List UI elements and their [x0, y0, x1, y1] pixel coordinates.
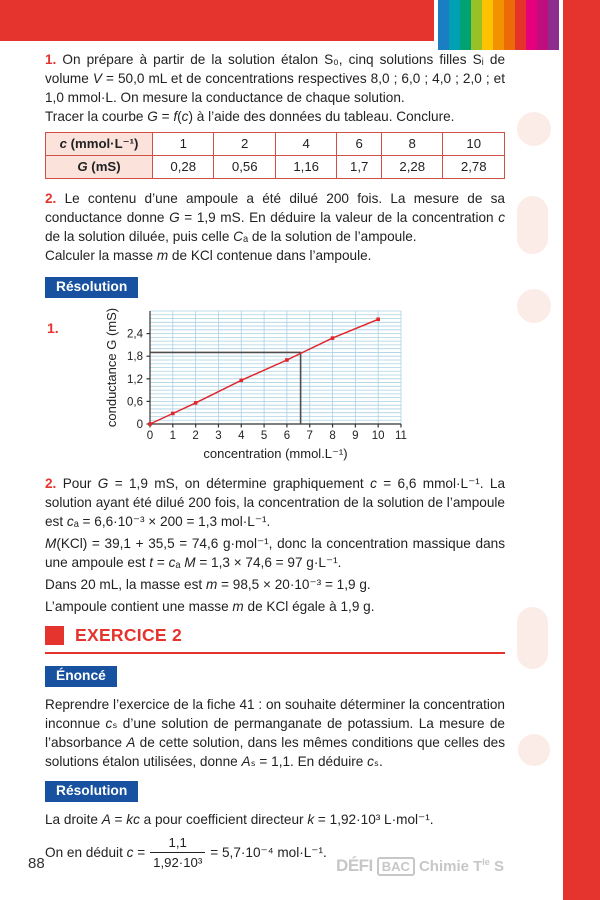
data-point [285, 358, 289, 362]
brand-logo [336, 856, 504, 876]
data-point [331, 336, 335, 340]
brand-subject: Chimie $T^{le}$ S [418, 857, 504, 875]
table-cell: 8 [381, 133, 442, 156]
svg-text:6: 6 [283, 430, 291, 442]
red-square-icon [45, 626, 64, 645]
enonce-row [45, 666, 505, 687]
svg-text:10: 10 [371, 430, 385, 442]
svg-text:7: 7 [306, 430, 313, 442]
svg-text:2: 2 [192, 430, 199, 442]
question-2 [45, 189, 505, 246]
solution-step-1-number: 1. [47, 320, 59, 336]
exercise-2-solution-line: La droite A = kc a pour coefficient directeur k = 1,92·10³ L·mol⁻¹. [45, 812, 434, 827]
rainbow-band [537, 0, 548, 50]
fraction-numerator: 1,1 [168, 835, 187, 850]
rainbow-band [449, 0, 460, 50]
question-2-text: Le contenu d’une ampoule a été dilué 200 fois. La mesure de sa conductance donne G = 1,9 mS. En déduire la valeur de la concentration c de la solution diluée, puis celle Cₐ de la solution de l’ampoule. [45, 191, 505, 244]
question-2-number: 2. [45, 191, 57, 206]
data-point [148, 422, 152, 426]
table-header-c: c (mmol·L⁻¹) [46, 133, 153, 156]
conductance-chart [103, 305, 415, 463]
data-point [171, 412, 175, 416]
svg-text:1,2: 1,2 [127, 373, 143, 386]
table-cell: 6 [337, 133, 382, 156]
question-2-line2: Calculer la masse m de KCl contenue dans l’ampoule. [45, 248, 372, 263]
tick-labels [127, 329, 407, 442]
table-row [46, 133, 505, 156]
page-content [45, 50, 505, 872]
right-edge-red-bar [563, 0, 600, 900]
rainbow-band [504, 0, 515, 50]
svg-text:9: 9 [352, 430, 359, 442]
table-cell: 1 [153, 133, 214, 156]
rainbow-band [515, 0, 526, 50]
solution-paragraph-1 [45, 474, 505, 531]
table-header-g: G (mS) [46, 156, 153, 179]
y-axis-label: conductance G (mS) [104, 307, 119, 428]
table-cell: 2 [214, 133, 275, 156]
rainbow-band [548, 0, 559, 50]
svg-text:3: 3 [215, 430, 222, 442]
brand-bac-box: BAC [377, 857, 415, 876]
brand-defi: DÉFI [336, 856, 373, 875]
table-cell: 0,56 [214, 156, 275, 179]
table-cell: 0,28 [153, 156, 214, 179]
rainbow-band [471, 0, 482, 50]
x-axis-label: concentration (mmol.L⁻¹) [203, 446, 348, 461]
table-cell: 4 [275, 133, 336, 156]
decor-circle [517, 112, 551, 146]
rainbow-band [482, 0, 493, 50]
rainbow-band [493, 0, 504, 50]
decor-capsule [517, 196, 548, 254]
svg-text:8: 8 [329, 430, 336, 442]
question-1-instruction: Tracer la courbe G = f(c) à l’aide des données du tableau. Conclure. [45, 109, 455, 124]
question-1 [45, 50, 505, 107]
deduction-suffix: = 5,7·10⁻⁴ mol·L⁻¹. [210, 845, 327, 860]
svg-text:0: 0 [136, 419, 143, 431]
rainbow-band [526, 0, 537, 50]
fraction [150, 833, 205, 872]
svg-text:4: 4 [238, 430, 245, 442]
fraction-denominator: 1,92·10³ [150, 852, 205, 872]
solution-paragraph-1-text: Pour G = 1,9 mS, on détermine graphiquement c = 6,6 mmol·L⁻¹. La solution ayant été dilué 200 fois, la concentration de la solution de l’ampoule est cₐ = 6,6·10⁻³ × 200 = 1,3 mol·L⁻¹. [45, 476, 506, 529]
rainbow-band [460, 0, 471, 50]
resolution-badge: Résolution [45, 781, 138, 802]
rainbow-band [438, 0, 449, 50]
deduction-prefix: On en déduit c = [45, 845, 146, 860]
exercise-2-heading [45, 626, 505, 654]
table-cell: 1,7 [337, 156, 382, 179]
chart-block [47, 305, 415, 468]
solution-paragraph-2: M(KCl) = 39,1 + 35,5 = 74,6 g·mol⁻¹, donc la concentration massique dans une ampoule est t = cₐ M = 1,3 × 74,6 = 97 g·L⁻¹. [45, 536, 505, 570]
svg-text:2,4: 2,4 [127, 328, 143, 341]
question-1-text: On prépare à partir de la solution étalon S₀, cinq solutions filles Sᵢ de volume V = 50,0 mL et de concentrations respectives 8,0 ; 6,0 ; 4,0 ; 2,0 ; et 1,0 mmol·L. On mesure la conductance de chaque solution. [45, 52, 506, 105]
axes [147, 311, 402, 428]
question-1-number: 1. [45, 52, 57, 67]
solution-step-2-number: 2. [45, 476, 57, 491]
svg-text:5: 5 [260, 430, 268, 442]
svg-text:11: 11 [395, 430, 407, 442]
resolution-2-row [45, 781, 505, 802]
svg-text:0,6: 0,6 [127, 396, 143, 409]
page-number: 88 [28, 855, 45, 872]
svg-text:1,8: 1,8 [127, 351, 143, 364]
resolution-1-row [45, 277, 505, 298]
resolution-badge: Résolution [45, 277, 138, 298]
svg-text:0: 0 [146, 430, 154, 442]
data-point [239, 379, 243, 383]
decor-capsule [517, 607, 548, 669]
decor-circle [517, 289, 551, 323]
exercise-2-body: Reprendre l’exercice de la fiche 41 : on souhaite déterminer la concentration inconnue cₛ d’une solution de permanganate de potassium. La mesure de l’absorbance A de cette solution, dans les mêmes conditions que celles des solutions étalon utilisées, donne Aₛ = 1,1. En déduire cₛ. [45, 697, 505, 769]
table-cell: 2,78 [443, 156, 505, 179]
table-cell: 2,28 [381, 156, 442, 179]
exercise-2-title: EXERCICE 2 [75, 625, 183, 645]
decor-circle [518, 734, 550, 766]
conductance-table [45, 132, 505, 179]
top-red-bar [0, 0, 434, 41]
data-point [376, 317, 380, 321]
svg-text:1: 1 [169, 430, 177, 442]
table-cell: 10 [443, 133, 505, 156]
solution-paragraph-3: Dans 20 mL, la masse est m = 98,5 × 20·10⁻³ = 1,9 g. [45, 577, 371, 592]
data-point [194, 401, 198, 405]
table-cell: 1,16 [275, 156, 336, 179]
rainbow-strip [438, 0, 559, 50]
table-row [46, 156, 505, 179]
enonce-badge: Énoncé [45, 666, 117, 687]
solution-paragraph-4: L’ampoule contient une masse m de KCl égale à 1,9 g. [45, 599, 375, 614]
